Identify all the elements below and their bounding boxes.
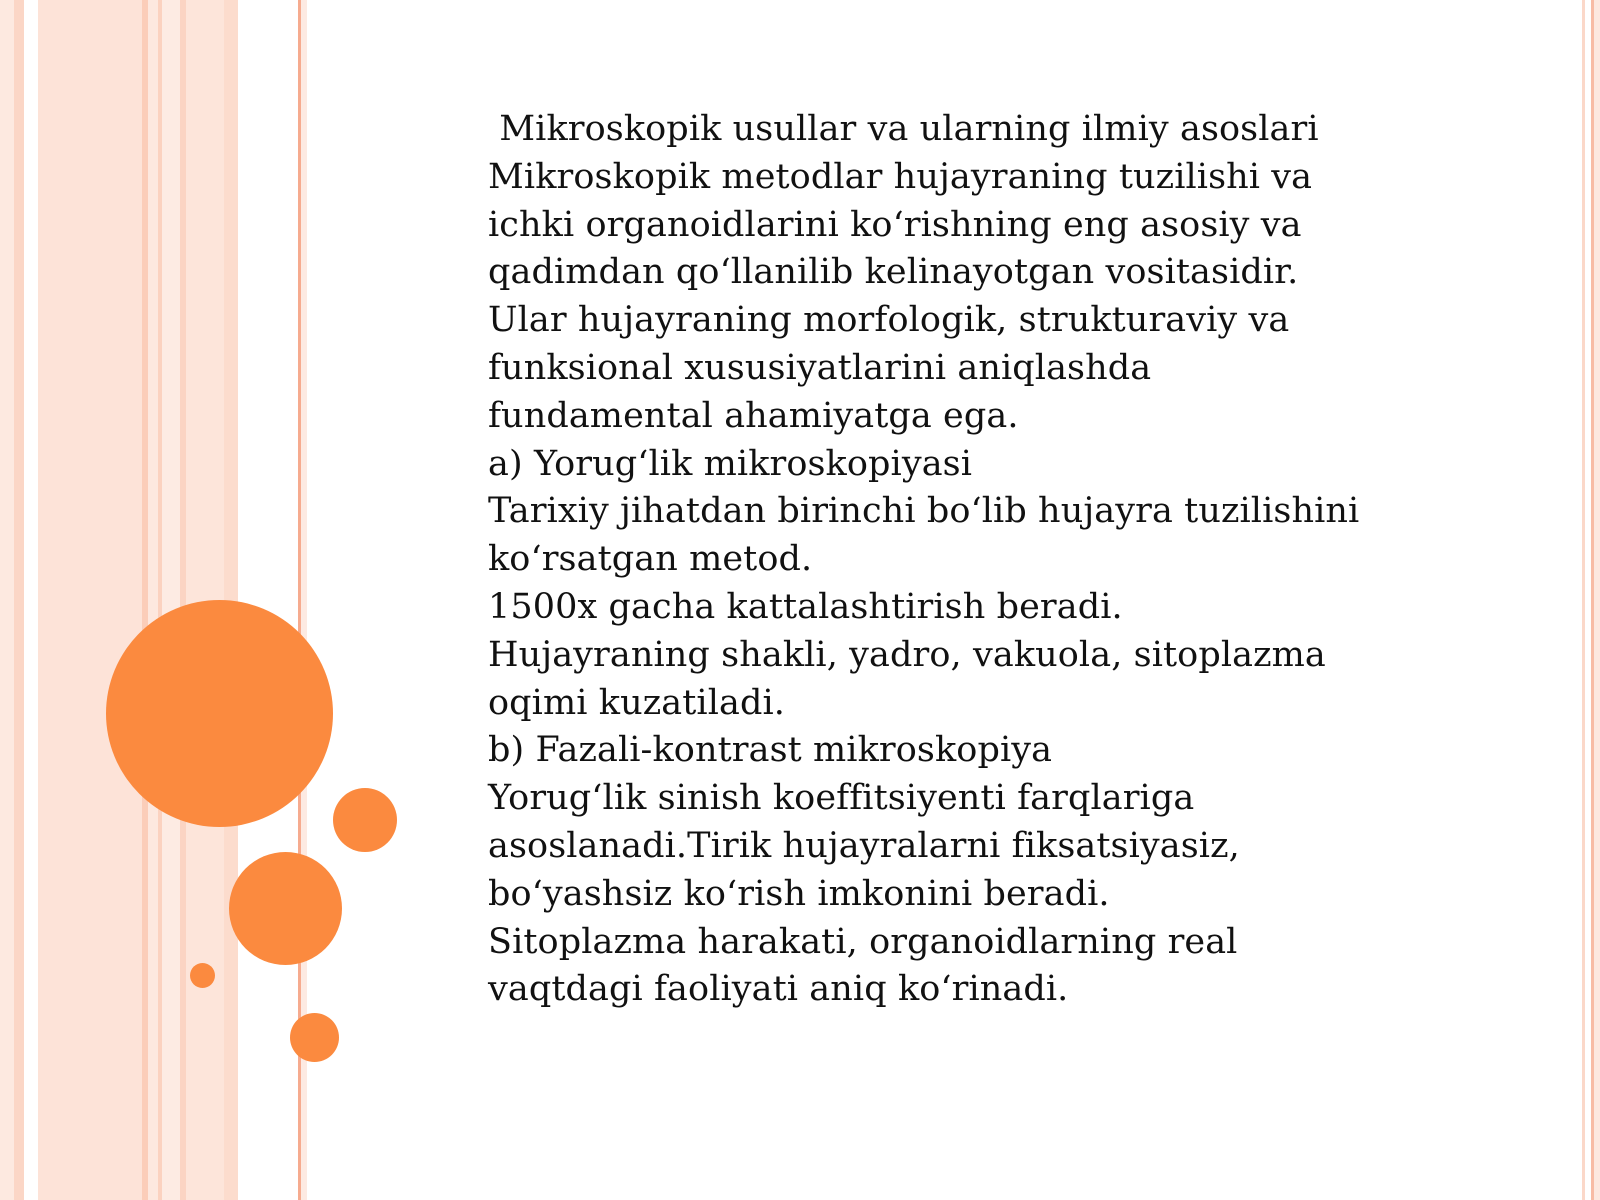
medium-circle-shape	[229, 852, 342, 965]
stripe	[38, 0, 142, 1200]
stripe	[238, 0, 298, 1200]
stripe	[162, 0, 180, 1200]
stripe	[148, 0, 158, 1200]
text-line: Ular hujayraning morfologik, strukturaviy va	[488, 300, 1290, 341]
stripe	[0, 0, 14, 1200]
text-line: Mikroskopik usullar va ularning ilmiy asoslari	[488, 109, 1319, 149]
stripe	[24, 0, 38, 1200]
text-line: Tarixiy jihatdan birinchi bo‘lib hujayra tuzilishini	[488, 491, 1360, 532]
text-line: 1500x gacha kattalashtirish beradi.	[488, 586, 1123, 627]
text-line: qadimdan qo‘llanilib kelinayotgan vositasidir.	[488, 252, 1299, 293]
small-circle-shape	[333, 788, 397, 852]
dot-circle-shape	[190, 963, 215, 988]
slide-body-text	[488, 106, 1488, 1014]
text-line: ichki organoidlarini ko‘rishning eng asosiy va	[488, 204, 1302, 245]
large-circle-shape	[106, 600, 333, 827]
text-line: vaqtdagi faoliyati aniq ko‘rinadi.	[488, 969, 1069, 1010]
text-line: funksional xususiyatlarini aniqlashda	[488, 347, 1152, 388]
text-line: b) Fazali-kontrast mikroskopiya	[488, 730, 1053, 771]
small-circle-shape	[290, 1013, 339, 1062]
text-line: fundamental ahamiyatga ega.	[488, 395, 1019, 436]
text-line: Hujayraning shakli, yadro, vakuola, sitoplazma	[488, 634, 1326, 675]
text-line: asoslanadi.Tirik hujayralarni fiksatsiyasiz,	[488, 825, 1240, 866]
text-line: Yorug‘lik sinish koeffitsiyenti farqlariga	[488, 778, 1195, 819]
text-line: ko‘rsatgan metod.	[488, 539, 813, 580]
text-line: Mikroskopik metodlar hujayraning tuzilishi va	[488, 156, 1313, 197]
text-line: bo‘yashsiz ko‘rish imkonini beradi.	[488, 873, 1110, 914]
stripe	[14, 0, 24, 1200]
text-line: oqimi kuzatiladi.	[488, 682, 785, 723]
stripe	[1594, 0, 1600, 1200]
text-line: a) Yorug‘lik mikroskopiyasi	[488, 443, 973, 484]
text-line: Sitoplazma harakati, organoidlarning real	[488, 921, 1238, 962]
